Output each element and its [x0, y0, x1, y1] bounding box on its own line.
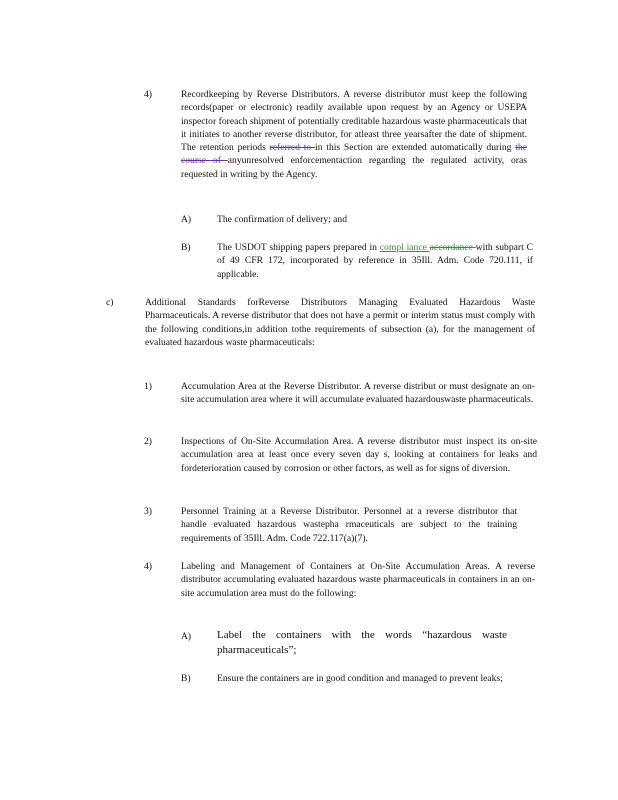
paragraph-accumulation [181, 380, 535, 407]
inserted-text: compl iance [379, 242, 430, 253]
item-number: 2) [144, 436, 152, 447]
item-number: 4) [144, 561, 152, 572]
paragraph-text: The USDOT shipping papers prepared in [217, 242, 380, 253]
paragraph-text: Inspections of On-Site Accumulation Area. A reverse distributor must inspect its on-site accumulation area at least once every seven day s, looking at containers for leaks and fordeterioration caused by corrosion or other factors, as well as for signs of diversion. [181, 436, 537, 474]
deleted-text: accordance [429, 242, 476, 253]
item-number: A) [181, 214, 192, 225]
paragraph-usdot [217, 241, 533, 281]
paragraph-text: Labeling and Management of Containers at On-Site Accumulation Areas. A reverse distributor accumulating evaluated hazardous waste pharmaceuticals in containers in an on-site accumulation area must do the following: [181, 561, 535, 599]
paragraph-inspections [181, 435, 537, 475]
item-number: B) [181, 673, 191, 684]
item-number: 4) [144, 89, 152, 100]
paragraph-text: Accumulation Area at the Reverse Distributor. A reverse distribut or must designate an on-site accumulation area where it will accumulate evaluated hazardouswaste pharmaceuticals. [181, 381, 535, 406]
item-number: c) [106, 297, 114, 308]
paragraph-text: Recordkeeping by Reverse Distributors. A reverse distributor must keep the following records(paper or electronic) readily available upon request by an Agency or USEPA inspector foreach shipment of potentially creditable hazardous waste pharmaceuticals that it initiates to another reverse distributor, for atleast three yearsafter the date of shipment. The retention periods [181, 89, 527, 154]
deleted-text: the course of [181, 142, 527, 167]
paragraph-text: Ensure the containers are in good condition and managed to prevent leaks; [217, 673, 503, 684]
item-number: A) [181, 631, 192, 642]
paragraph-additional-standards [145, 296, 535, 349]
deleted-text: referred to [269, 142, 316, 154]
paragraph-label-containers [217, 628, 507, 657]
paragraph-text: The confirmation of delivery; and [217, 214, 348, 225]
item-number: 1) [144, 381, 152, 392]
item-number: B) [181, 242, 191, 253]
paragraph-confirmation [217, 213, 527, 226]
paragraph-text: Label the containers with the words “hazardous waste pharmaceuticals”; [217, 629, 507, 656]
paragraph-text: Personnel Training at a Reverse Distributor. Personnel at a reverse distributor that handle evaluated hazardous wastepha rmaceuticals are subject to the training requirements of 35Ill. Adm. Code 722.117(a)(7). [181, 506, 517, 544]
paragraph-text: in this Section are extended automatically during [315, 142, 516, 154]
paragraph-ensure-containers [217, 672, 512, 685]
paragraph-text: with subpart C of 49 CFR 172, incorporated by reference in 35Ill. Adm. Code 720.111, if applicable. [217, 242, 533, 280]
paragraph-text: anyunresolved enforcementaction regarding the regulated activity, oras requested in writing by the Agency. [181, 155, 527, 180]
paragraph-recordkeeping [181, 88, 527, 181]
paragraph-labeling [181, 560, 535, 600]
paragraph-personnel-training [181, 505, 517, 545]
paragraph-text: Additional Standards forReverse Distributors Managing Evaluated Hazardous Waste Pharmaceuticals. A reverse distributor that does not have a permit or interim status must comply with the following conditions,in addition tothe requirements of subsection (a), for the management of evaluated hazardous waste pharmaceuticals: [145, 297, 535, 348]
item-number: 3) [144, 506, 152, 517]
